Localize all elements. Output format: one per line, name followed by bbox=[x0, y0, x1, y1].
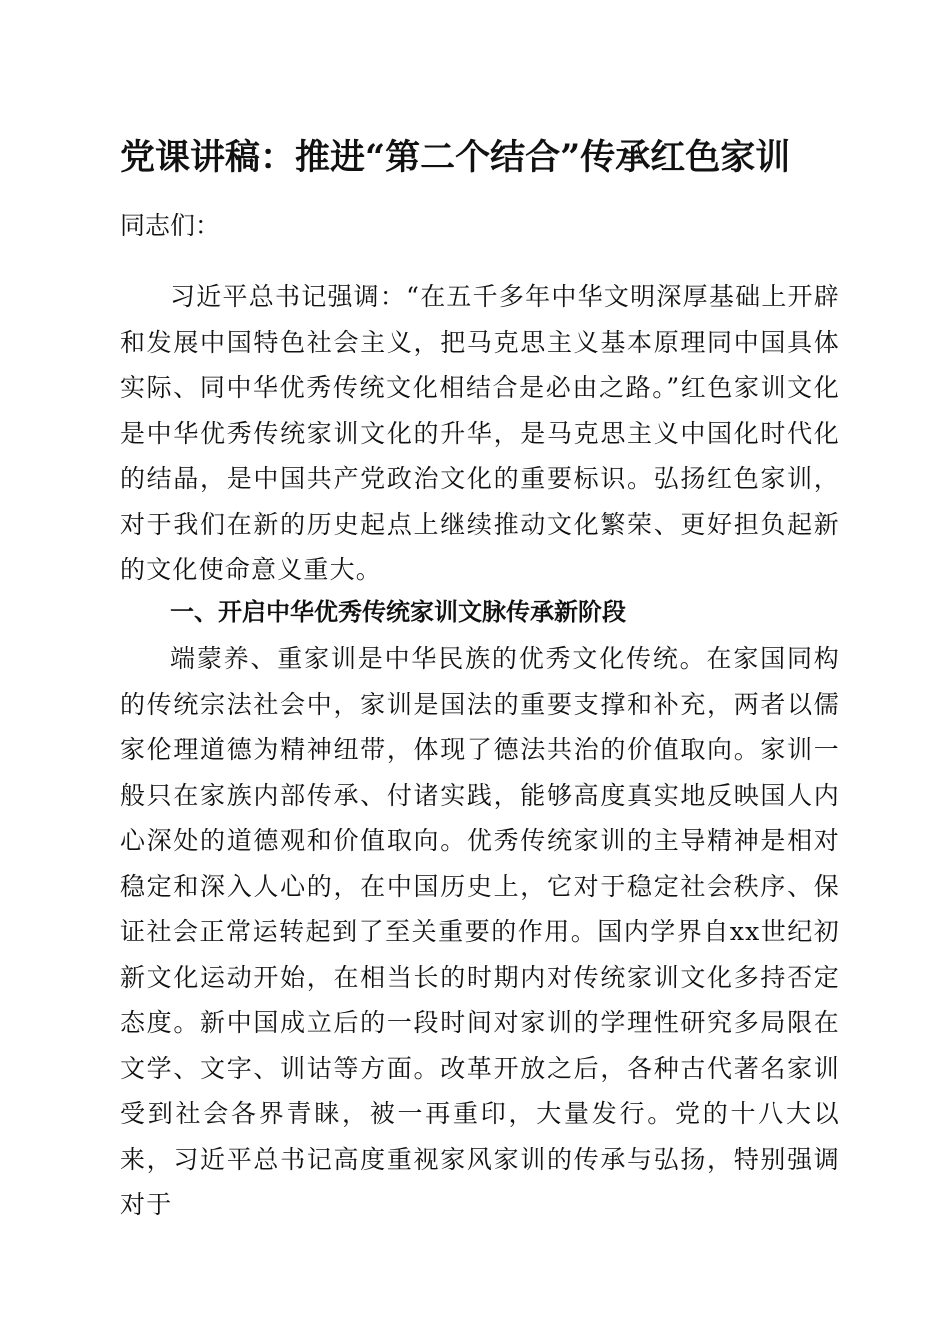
intro-paragraph: 习近平总书记强调：“在五千多年中华文明深厚基础上开辟和发展中国特色社会主义，把马克思主义基本原理同中国具体实际、同中华优秀传统文化相结合是必由之路。”红色家训文化是中华优秀传统家训文化的升华，是马克思主义中国化时代化的结晶，是中国共产党政治文化的重要标识。弘扬红色家训，对于我们在新的历史起点上继续推动文化繁荣、更好担负起新的文化使命意义重大。 bbox=[120, 282, 840, 584]
section-heading-1: 一、开启中华优秀传统家训文脉传承新阶段 bbox=[170, 598, 626, 626]
document-title: 党课讲稿：推进“第二个结合”传承红色家训 bbox=[120, 137, 791, 178]
section-1-paragraph: 端蒙养、重家训是中华民族的优秀文化传统。在家国同构的传统宗法社会中，家训是国法的重要支撑和补充，两者以儒家伦理道德为精神纽带，体现了德法共治的价值取向。家训一般只在家族内部传承、付诸实践，能够高度真实地反映国人内心深处的道德观和价值取向。优秀传统家训的主导精神是相对稳定和深入人心的，在中国历史上，它对于稳定社会秩序、保证社会正常运转起到了至关重要的作用。国内学界自xx世纪初新文化运动开始，在相当长的时期内对传统家训文化多持否定态度。新中国成立后的一段时间对家训的学理性研究多局限在文学、文字、训诂等方面。改革开放之后，各种古代著名家训受到社会各界青睐，被一再重印，大量发行。党的十八大以来，习近平总书记高度重视家风家训的传承与弘扬，特别强调对于 bbox=[120, 644, 840, 1219]
salutation: 同志们： bbox=[120, 211, 221, 240]
